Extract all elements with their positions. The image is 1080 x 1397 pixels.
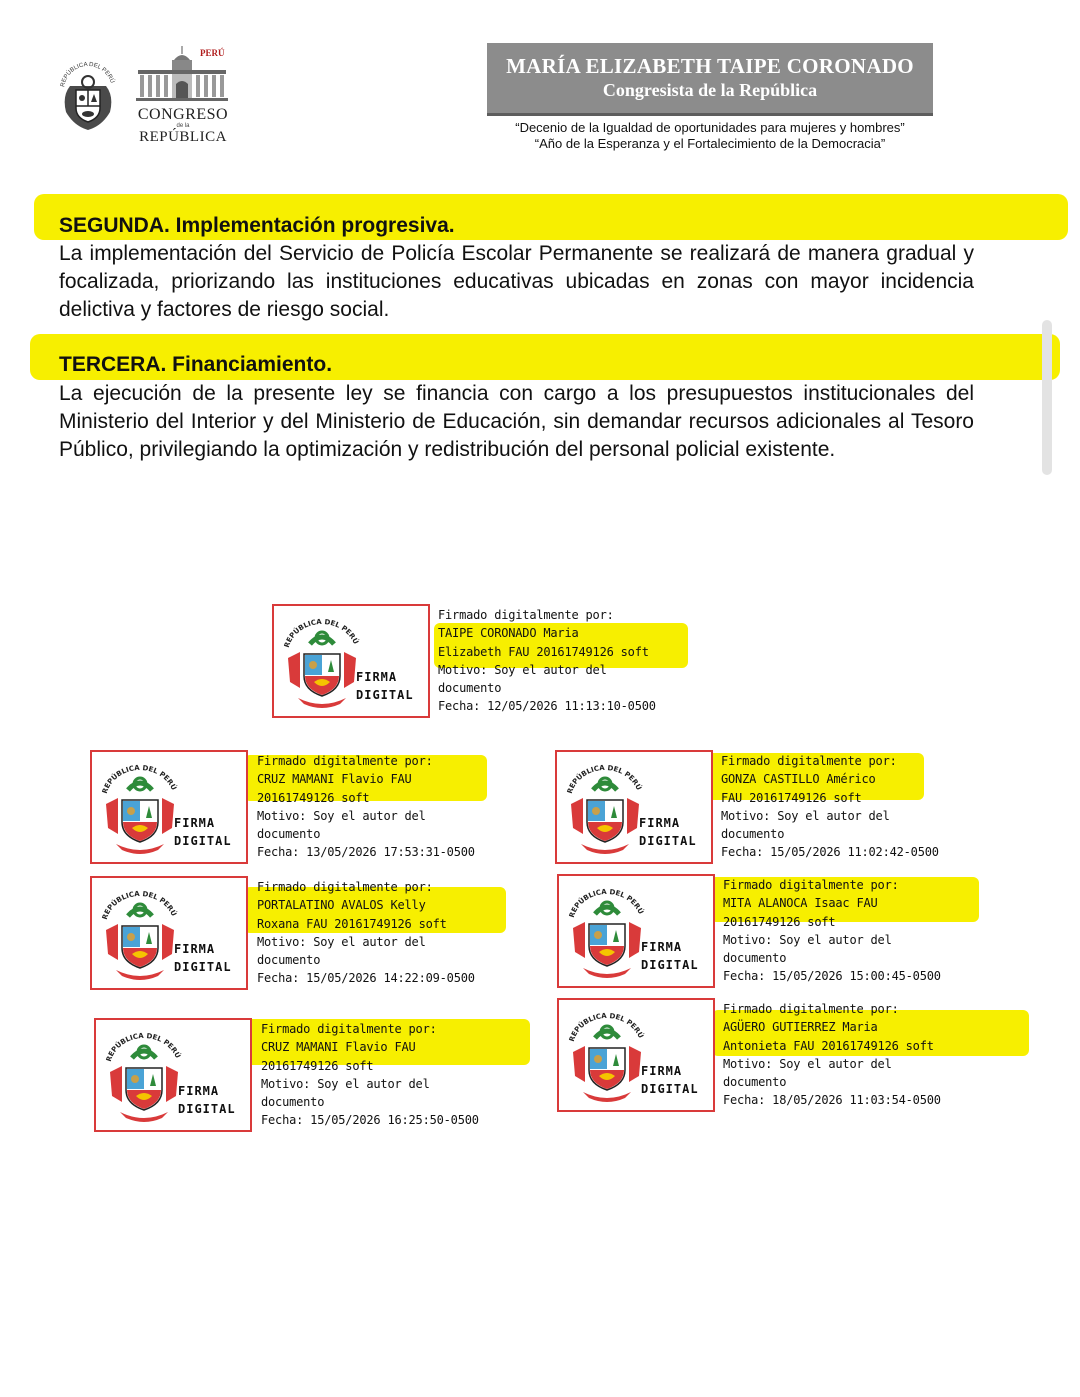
signature-line: Firmado digitalmente por:	[438, 608, 614, 622]
signature-details	[261, 1020, 479, 1130]
firma-digital-stamp	[555, 750, 713, 864]
signature-line: Firmado digitalmente por:	[257, 880, 433, 894]
signature-line: AGÜERO GUTIERREZ Maria	[723, 1020, 878, 1035]
section-body-segunda: La implementación del Servicio de Policía Escolar Permanente se realizará de manera gradual y focalizada, priorizando las instituciones educativas ubicadas en zonas con mayor incidencia delictiva y factores de riesgo social.	[59, 242, 974, 321]
section-body-tercera: La ejecución de la presente ley se financia con cargo a los presupuestos institucionales del Ministerio del Interior y del Ministerio de Educación, sin demandar recursos adicionales al Tesoro Público, privilegiando la optimización y redistribución del personal policial existente.	[59, 382, 974, 461]
signature-details	[257, 752, 475, 862]
decenio-motto	[470, 120, 950, 152]
de-la-wordmark: de la	[176, 123, 190, 129]
digital-word: DIGITAL	[641, 958, 699, 972]
firma-digital-label	[174, 814, 232, 850]
peru-coat-of-arms-logo	[56, 56, 120, 136]
signature-line: Motivo: Soy el autor del	[257, 934, 426, 949]
svg-text:REPÚBLICA DEL PERÚ: REPÚBLICA DEL PERÚ	[565, 763, 643, 795]
svg-text:REPÚBLICA DEL PERÚ: REPÚBLICA DEL PERÚ	[567, 887, 645, 919]
peru-shield-icon	[565, 1008, 649, 1108]
signature-line: documento	[257, 827, 321, 842]
digital-word: DIGITAL	[174, 960, 232, 974]
signature-line: FAU 20161749126 soft	[721, 790, 862, 805]
section-heading-tercera: TERCERA. Financiamiento.	[59, 353, 333, 376]
firma-word: FIRMA	[639, 816, 681, 830]
signature-line: TAIPE CORONADO Maria	[438, 626, 579, 641]
signature-line: documento	[721, 827, 785, 842]
signature-line: Fecha: 15/05/2026 16:25:50-0500	[261, 1113, 479, 1128]
firma-digital-label	[641, 938, 699, 974]
signature-line: Fecha: 15/05/2026 14:22:09-0500	[257, 971, 475, 986]
peru-tag: PERÚ	[200, 48, 225, 58]
firma-word: FIRMA	[178, 1084, 220, 1098]
peru-shield-icon	[565, 884, 649, 984]
signature-details	[257, 878, 475, 988]
signature-line: Firmado digitalmente por:	[723, 1002, 899, 1016]
digital-word: DIGITAL	[178, 1102, 236, 1116]
signature-line: Motivo: Soy el autor del	[723, 1056, 892, 1071]
signature-line: documento	[257, 953, 321, 968]
signature-details	[723, 876, 941, 986]
peru-shield-icon	[98, 760, 182, 860]
svg-text:REPÚBLICA DEL PERÚ: REPÚBLICA DEL PERÚ	[60, 61, 115, 88]
signature-details	[438, 606, 656, 716]
svg-text:REPÚBLICA DEL PERÚ: REPÚBLICA DEL PERÚ	[104, 1031, 182, 1063]
signature-details	[723, 1000, 941, 1110]
signature-line: Firmado digitalmente por:	[721, 754, 897, 768]
section-heading-segunda: SEGUNDA. Implementación progresiva.	[59, 214, 455, 237]
congresista-name: MARÍA ELIZABETH TAIPE CORONADO	[506, 54, 914, 78]
signature-line: Firmado digitalmente por:	[723, 878, 899, 892]
signature-line: Fecha: 13/05/2026 17:53:31-0500	[257, 845, 475, 860]
firma-digital-stamp	[94, 1018, 252, 1132]
firma-digital-stamp	[557, 874, 715, 988]
signature-line: Roxana FAU 20161749126 soft	[257, 916, 447, 931]
firma-word: FIRMA	[174, 942, 216, 956]
signature-line: 20161749126 soft	[257, 790, 370, 805]
signature-details	[721, 752, 939, 862]
signature-line: Firmado digitalmente por:	[261, 1022, 437, 1036]
digital-word: DIGITAL	[356, 688, 414, 702]
firma-digital-label	[178, 1082, 236, 1118]
signature-line: Motivo: Soy el autor del	[723, 932, 892, 947]
signature-line: documento	[723, 951, 787, 966]
signature-line: CRUZ MAMANI Flavio FAU	[257, 772, 412, 787]
congresista-role: Congresista de la República	[602, 80, 818, 100]
signature-line: Elizabeth FAU 20161749126 soft	[438, 644, 649, 659]
decenio-line: “Decenio de la Igualdad de oportunidades para mujeres y hombres”	[515, 120, 905, 135]
signature-line: Motivo: Soy el autor del	[438, 662, 607, 677]
signature-line: Motivo: Soy el autor del	[721, 808, 890, 823]
firma-digital-label	[641, 1062, 699, 1098]
svg-text:REPÚBLICA DEL PERÚ: REPÚBLICA DEL PERÚ	[100, 763, 178, 795]
signature-line: MITA ALANOCA Isaac FAU	[723, 896, 878, 911]
congreso-wordmark: CONGRESO	[137, 106, 229, 123]
digital-word: DIGITAL	[641, 1082, 699, 1096]
signature-line: CRUZ MAMANI Flavio FAU	[261, 1040, 416, 1055]
firma-word: FIRMA	[356, 670, 398, 684]
signature-line: Antonieta FAU 20161749126 soft	[723, 1038, 934, 1053]
signature-line: GONZA CASTILLO Américo	[721, 772, 876, 787]
firma-digital-stamp	[557, 998, 715, 1112]
signature-line: PORTALATINO AVALOS Kelly	[257, 898, 426, 913]
congresista-name-plate	[487, 43, 933, 116]
firma-word: FIRMA	[174, 816, 216, 830]
firma-digital-stamp	[272, 604, 430, 718]
signature-line: documento	[723, 1075, 787, 1090]
signature-line: Fecha: 18/05/2026 11:03:54-0500	[723, 1093, 941, 1108]
firma-digital-label	[174, 940, 232, 976]
firma-digital-stamp	[90, 750, 248, 864]
signature-line: 20161749126 soft	[261, 1058, 374, 1073]
signature-line: Motivo: Soy el autor del	[261, 1076, 430, 1091]
peru-shield-icon	[98, 886, 182, 986]
signature-line: 20161749126 soft	[723, 914, 836, 929]
firma-word: FIRMA	[641, 940, 683, 954]
firma-digital-label	[356, 668, 414, 704]
signature-line: documento	[438, 681, 502, 696]
peru-shield-icon	[280, 614, 364, 714]
signature-line: documento	[261, 1095, 325, 1110]
signature-line: Motivo: Soy el autor del	[257, 808, 426, 823]
peru-shield-icon	[102, 1028, 186, 1128]
svg-text:REPÚBLICA DEL PERÚ: REPÚBLICA DEL PERÚ	[282, 617, 360, 649]
scrollbar-thumb[interactable]	[1042, 320, 1052, 475]
signature-line: Fecha: 12/05/2026 11:13:10-0500	[438, 699, 656, 714]
signature-line: Firmado digitalmente por:	[257, 754, 433, 768]
signature-line: Fecha: 15/05/2026 11:02:42-0500	[721, 845, 939, 860]
firma-digital-label	[639, 814, 697, 850]
digital-word: DIGITAL	[174, 834, 232, 848]
firma-digital-stamp	[90, 876, 248, 990]
digital-word: DIGITAL	[639, 834, 697, 848]
peru-shield-icon	[563, 760, 647, 860]
firma-word: FIRMA	[641, 1064, 683, 1078]
signature-line: Fecha: 15/05/2026 15:00:45-0500	[723, 969, 941, 984]
republica-wordmark: REPÚBLICA	[139, 129, 227, 145]
svg-text:REPÚBLICA DEL PERÚ: REPÚBLICA DEL PERÚ	[100, 889, 178, 921]
svg-text:REPÚBLICA DEL PERÚ: REPÚBLICA DEL PERÚ	[567, 1011, 645, 1043]
anio-line: “Año de la Esperanza y el Fortalecimiento de la Democracia”	[534, 136, 886, 151]
